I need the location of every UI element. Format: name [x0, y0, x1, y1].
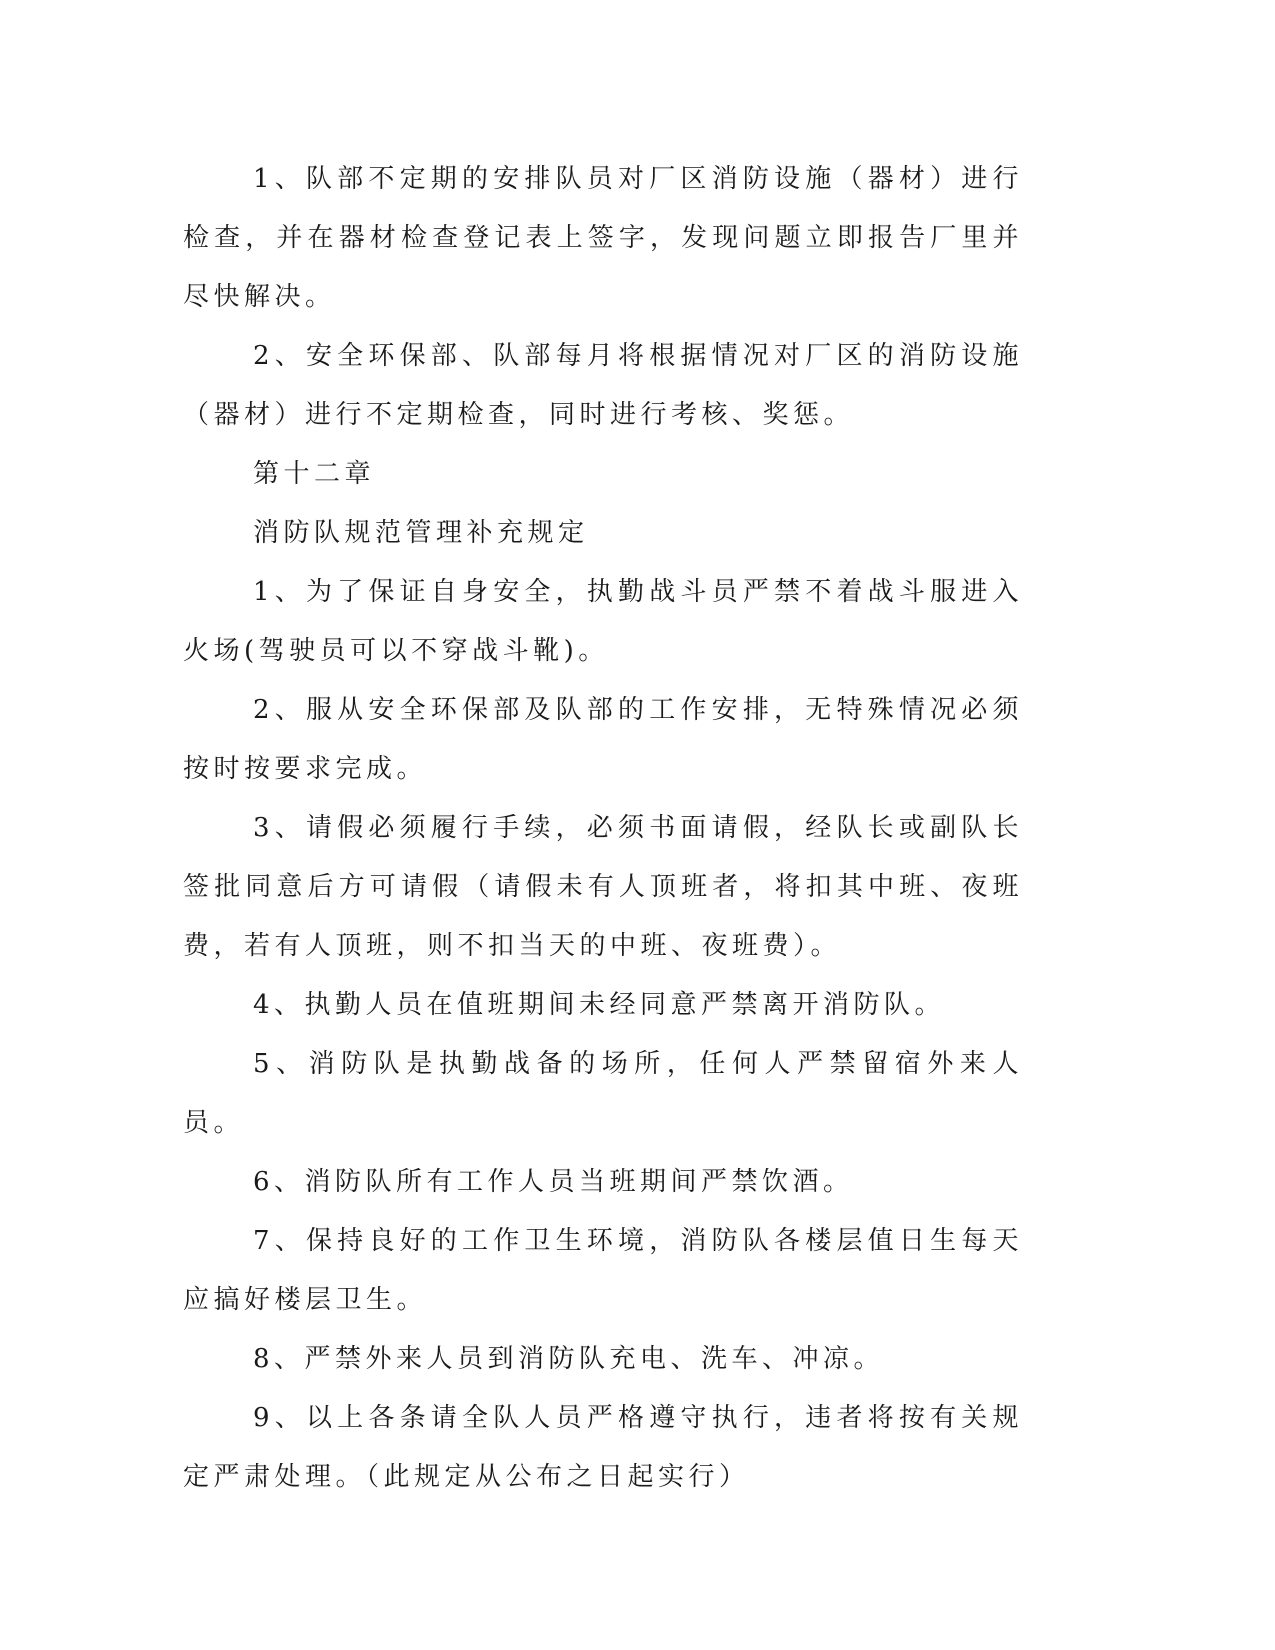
rule-4-no-leaving: 4、执勤人员在值班期间未经同意严禁离开消防队。 [253, 990, 946, 1020]
rule-6-no-drinking: 6、消防队所有工作人员当班期间严禁饮酒。 [253, 1167, 854, 1197]
rule-2-obey-arrangement: 2、服从安全环保部及队部的工作安排，无特殊情况必须按时按要求完成。 [183, 695, 1023, 784]
rule-7-hygiene: 7、保持良好的工作卫生环境，消防队各楼层值日生每天应搞好楼层卫生。 [183, 1226, 1023, 1315]
rule-9-compliance: 9、以上各条请全队人员严格遵守执行，违者将按有关规定严肃处理。（此规定从公布之日起实行） [183, 1403, 1023, 1492]
rule-1-protective-gear: 1、为了保证自身安全，执勤战斗员严禁不着战斗服进入火场(驾驶员可以不穿战斗靴)。 [183, 577, 1023, 666]
paragraph-monthly-check: 2、安全环保部、队部每月将根据情况对厂区的消防设施（器材）进行不定期检查，同时进行考核、奖惩。 [183, 341, 1023, 430]
chapter-heading: 第十二章 [253, 459, 376, 489]
section-title: 消防队规范管理补充规定 [253, 518, 589, 548]
rule-3-leave-request: 3、请假必须履行手续，必须书面请假，经队长或副队长签批同意后方可请假（请假未有人顶班者，将扣其中班、夜班费，若有人顶班，则不扣当天的中班、夜班费）。 [183, 813, 1023, 961]
rule-8-no-outsiders: 8、严禁外来人员到消防队充电、洗车、冲凉。 [253, 1344, 885, 1374]
rule-5-no-overnight-guests: 5、消防队是执勤战备的场所，任何人严禁留宿外来人员。 [183, 1049, 1023, 1138]
document-body [183, 150, 1023, 1507]
paragraph-inspection-arrangement: 1、队部不定期的安排队员对厂区消防设施（器材）进行检查，并在器材检查登记表上签字，发现问题立即报告厂里并尽快解决。 [183, 164, 1023, 312]
